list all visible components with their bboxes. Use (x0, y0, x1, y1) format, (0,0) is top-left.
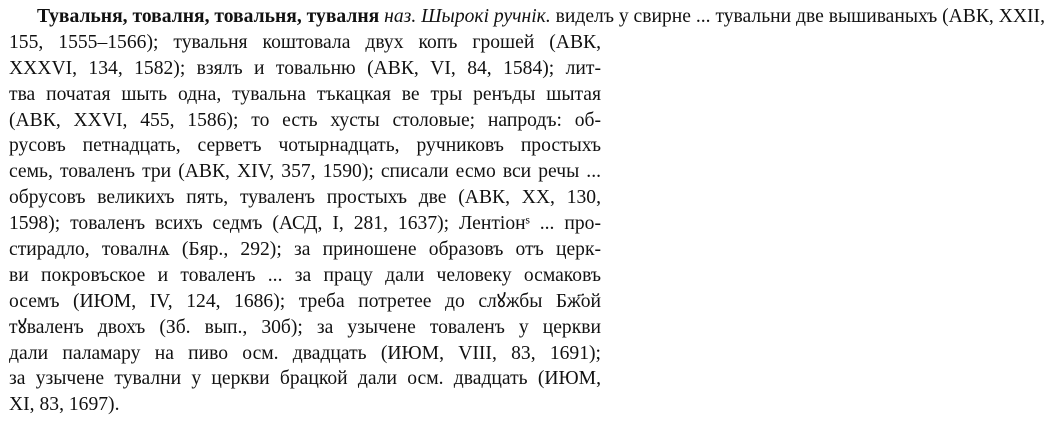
entry-line-12: осемъ (ИЮМ, IV, 124, 1686); треба потретее до слꙋжбы Бж҃ой (9, 290, 601, 312)
headword: Тувальня, товалня, товальня, тувалня (37, 6, 380, 27)
citation-text: виделъ у свирне ... тувальни две вышиваныхъ (АВК, XXII, (555, 6, 1045, 27)
entry-line-9: 1598); товаленъ всихъ седмъ (АСД, I, 281, 1637); Лентіонˢ ... про- (9, 213, 601, 235)
gloss: наз. Шырокі ручнік. (384, 6, 551, 27)
entry-line-8: обрусовъ великихъ пять, туваленъ простыхъ две (АВК, XX, 130, (9, 187, 601, 209)
entry-line-6: русовъ петнадцать, серветъ чотырнадцать, ручниковъ простыхъ (9, 135, 601, 157)
entry-line-5: (АВК, XXVI, 455, 1586); то есть хусты столовые; напродъ: об- (9, 109, 601, 131)
entry-line-10: стирадло, товалнѧ (Бяр., 292); за приношене образовъ отъ церк- (9, 239, 601, 261)
entry-line-2: 155, 1555–1566); тувальня коштовала двух копъ грошей (АВК, (9, 31, 601, 53)
entry-line-1 (9, 4, 1045, 30)
entry-line-3: XXXVI, 134, 1582); взялъ и товальню (АВК, VI, 84, 1584); лит- (9, 57, 601, 79)
entry-line-11: ви покровъское и товаленъ ... за працу дали человеку осмаковъ (9, 264, 601, 286)
entry-line-7: семь, товаленъ три (АВК, XIV, 357, 1590); списали есмо вси речы ... (9, 161, 601, 183)
entry-line-13: тꙋваленъ двохъ (Зб. вып., 30б); за узычене товаленъ у церкви (9, 316, 601, 338)
entry-line-14: дали паламару на пиво осм. двадцать (ИЮМ, VIII, 83, 1691); (9, 342, 601, 364)
entry-line-4: тва початая шыть одна, тувальна тъкацкая ве тры ренъды шытая (9, 83, 601, 105)
entry-line-16: XI, 83, 1697). (9, 394, 120, 416)
dictionary-entry (9, 4, 1045, 418)
entry-line-15: за узычене тувални у церкви брацкой дали осм. двадцать (ИЮМ, (9, 368, 601, 390)
